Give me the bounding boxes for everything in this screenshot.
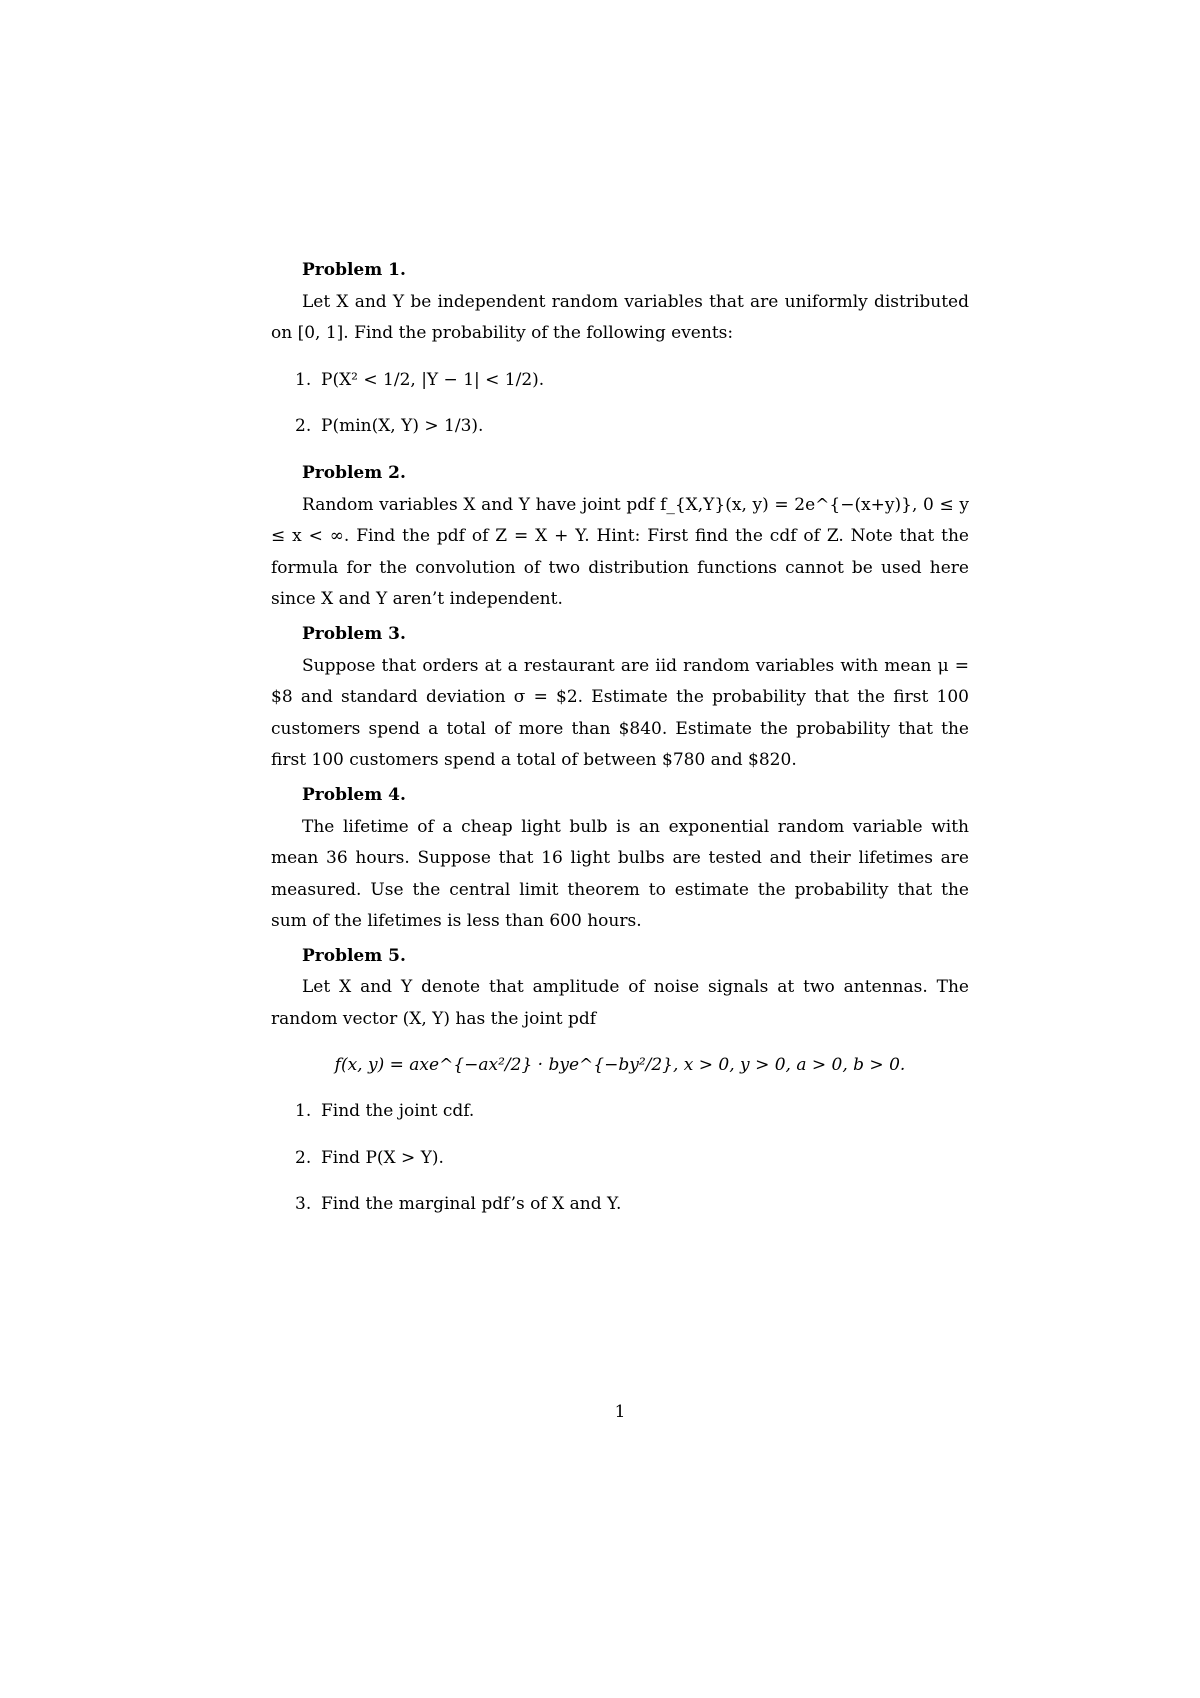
- problem-3-title: Problem 3.: [302, 623, 406, 644]
- problem-set: [271, 252, 969, 1236]
- joint-pdf-equation: f(x, y) = axe^{−ax²/2} · bye^{−by²/2}, x > 0, y > 0, a > 0, b > 0.: [334, 1054, 906, 1075]
- problem-2-text: Random variables X and Y have joint pdf f_{X,Y}(x, y) = 2e^{−(x+y)}, 0 ≤ y ≤ x < ∞. Find the pdf of Z = X + Y. Hint: First find the cdf of Z. Note that the formula for the convolution of two distribution functions cannot be used here since X and Y aren’t independent.: [271, 494, 969, 610]
- problem-5-title: Problem 5.: [302, 945, 406, 966]
- list-item-text: P(min(X, Y) > 1/3).: [321, 416, 484, 437]
- list-item: [295, 1189, 969, 1221]
- problem-1-text: Let X and Y be independent random variables that are uniformly distributed on [0, 1]. Find the probability of the following events:: [271, 291, 969, 344]
- list-item-number: 2.: [295, 1147, 312, 1168]
- list-item-text: Find the joint cdf.: [321, 1101, 475, 1122]
- problem-4-title: Problem 4.: [302, 784, 406, 805]
- problem-4-text: The lifetime of a cheap light bulb is an exponential random variable with mean 36 hours. Suppose that 16 light bulbs are tested and their lifetimes are measured. Use the central limit theorem to estimate the probability that the sum of the lifetimes is less than 600 hours.: [271, 816, 969, 932]
- list-item-text: Find P(X > Y).: [321, 1147, 444, 1168]
- list-item-number: 1.: [295, 369, 312, 390]
- problem-5-list: [271, 1096, 969, 1221]
- problem-1-list: [271, 365, 969, 443]
- list-item-text: P(X² < 1/2, |Y − 1| < 1/2).: [321, 369, 545, 390]
- list-item-number: 3.: [295, 1194, 312, 1215]
- problem-3-text: Suppose that orders at a restaurant are iid random variables with mean μ = $8 and standard deviation σ = $2. Estimate the probability that the first 100 customers spend a total of more than $840. Estimate the probability that the first 100 customers spend a total of between $780 and $820.: [271, 655, 969, 771]
- page-number: 1: [614, 1402, 626, 1422]
- list-item-number: 1.: [295, 1101, 312, 1122]
- list-item-text: Find the marginal pdf’s of X and Y.: [321, 1194, 622, 1215]
- list-item: [295, 1096, 969, 1128]
- list-item: [295, 411, 969, 443]
- problem-5-text: Let X and Y denote that amplitude of noise signals at two antennas. The random vector (X, Y) has the joint pdf: [271, 977, 969, 1030]
- problem-1-title: Problem 1.: [302, 260, 406, 280]
- list-item: [295, 365, 969, 397]
- list-item: [295, 1143, 969, 1175]
- problem-2-title: Problem 2.: [302, 462, 406, 483]
- list-item-number: 2.: [295, 416, 312, 437]
